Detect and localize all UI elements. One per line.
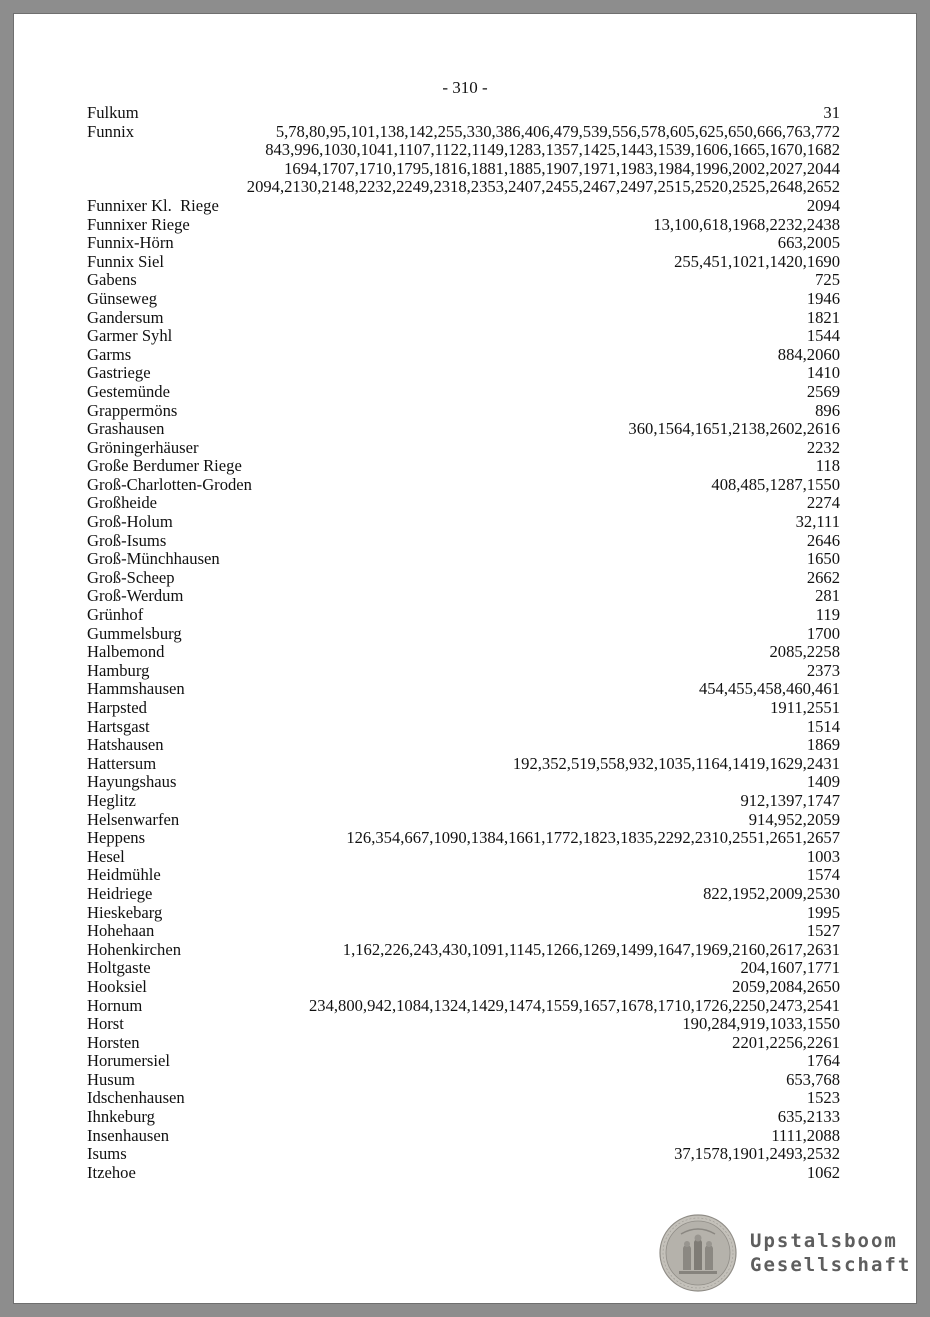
place-name: Funnixer Kl. Riege — [87, 195, 219, 215]
index-entry — [87, 550, 840, 569]
place-name: Groß-Isums — [87, 530, 167, 550]
page-references: 884,2060 — [777, 344, 840, 364]
index-entry — [87, 346, 840, 365]
page-references: 1650 — [806, 549, 840, 569]
place-name: Idschenhausen — [87, 1088, 185, 1108]
page-references: 1,162,226,243,430,1091,1145,1266,1269,1499,1647,1969,2160,2617,2631 — [342, 939, 840, 959]
index-entry — [87, 197, 840, 216]
place-name: Gröningerhäuser — [87, 437, 199, 457]
place-name: Groß-Münchhausen — [87, 549, 220, 569]
page-references: 1821 — [806, 307, 840, 327]
index-entry — [87, 866, 840, 885]
place-name: Funnix-Hörn — [87, 233, 174, 253]
place-name: Groß-Werdum — [87, 586, 184, 606]
society-seal-icon — [659, 1214, 737, 1292]
place-name: Insenhausen — [87, 1125, 170, 1145]
index-entry — [87, 439, 840, 458]
page-references: 204,1607,1771 — [740, 958, 840, 978]
index-entry — [87, 941, 840, 960]
page-number: - 310 - — [442, 78, 488, 97]
index-entry — [87, 494, 840, 513]
page-references-continuation: 2094,2130,2148,2232,2249,2318,2353,2407,2455,2467,2497,2515,2520,2525,2648,2652 — [246, 177, 840, 197]
index-entry — [87, 402, 840, 421]
index-entry — [87, 1108, 840, 1127]
page-references: 255,451,1021,1420,1690 — [674, 251, 840, 271]
place-name: Großheide — [87, 493, 158, 513]
page-references: 1409 — [806, 772, 840, 792]
index-entry — [87, 1164, 840, 1183]
place-name: Groß-Scheep — [87, 567, 175, 587]
page-references: 2373 — [806, 660, 840, 680]
index-entry — [87, 1127, 840, 1146]
index-entry — [87, 457, 840, 476]
document-page — [14, 14, 916, 1303]
page-references: 896 — [815, 400, 840, 420]
place-name: Hayungshaus — [87, 772, 177, 792]
page-references-continuation: 1694,1707,1710,1795,1816,1881,1885,1907,1971,1983,1984,1996,2002,2027,2044 — [284, 158, 840, 178]
page-references: 1003 — [806, 846, 840, 866]
index-entry — [87, 625, 840, 644]
page-references: 2274 — [806, 493, 840, 513]
page-references: 912,1397,1747 — [740, 790, 840, 810]
index-entry — [87, 383, 840, 402]
index-entry — [87, 309, 840, 328]
place-name: Hooksiel — [87, 976, 147, 996]
index-entry — [87, 587, 840, 606]
index-entry — [87, 959, 840, 978]
index-entry — [87, 271, 840, 290]
index-entry — [87, 513, 840, 532]
place-name: Groß-Charlotten-Groden — [87, 474, 252, 494]
index-entry — [87, 1089, 840, 1108]
page-references: 2094 — [806, 195, 840, 215]
page-references: 118 — [815, 456, 840, 476]
place-name: Hesel — [87, 846, 125, 866]
place-name: Große Berdumer Riege — [87, 456, 242, 476]
index-entry — [87, 1052, 840, 1071]
place-name: Garms — [87, 344, 132, 364]
index-entry — [87, 643, 840, 662]
page-references: 281 — [815, 586, 840, 606]
page-references: 234,800,942,1084,1324,1429,1474,1559,1657,1678,1710,1726,2250,2473,2541 — [309, 995, 840, 1015]
place-name: Hammshausen — [87, 679, 185, 699]
index-entry — [87, 736, 840, 755]
page-references: 13,100,618,1968,2232,2438 — [653, 214, 840, 234]
place-name: Heidriege — [87, 883, 153, 903]
page-references: 1869 — [806, 735, 840, 755]
index-entry — [87, 234, 840, 253]
index-entry — [87, 123, 840, 142]
index-entry — [87, 216, 840, 235]
page-references: 408,485,1287,1550 — [711, 474, 840, 494]
index-entry — [87, 1034, 840, 1053]
page-references: 1111,2088 — [771, 1125, 840, 1145]
index-entry — [87, 699, 840, 718]
brand-line-1: Upstalsboom — [750, 1230, 898, 1252]
place-name: Horsten — [87, 1032, 140, 1052]
place-index-list — [87, 104, 840, 1182]
place-name: Horst — [87, 1014, 124, 1034]
place-name: Isums — [87, 1144, 127, 1164]
place-name: Groß-Holum — [87, 512, 173, 532]
place-name: Günseweg — [87, 288, 158, 308]
index-entry — [87, 904, 840, 923]
page-references: 2201,2256,2261 — [732, 1032, 840, 1052]
page-references: 1544 — [806, 326, 840, 346]
page-references: 1764 — [806, 1051, 840, 1071]
index-entry — [87, 755, 840, 774]
page-references: 1410 — [806, 363, 840, 383]
index-entry — [87, 680, 840, 699]
index-entry — [87, 792, 840, 811]
page-references: 1946 — [806, 288, 840, 308]
page-references: 31 — [823, 103, 840, 122]
index-entry — [87, 532, 840, 551]
page-references: 2059,2084,2650 — [732, 976, 840, 996]
index-entry — [87, 978, 840, 997]
place-name: Fulkum — [87, 103, 139, 122]
place-name: Grappermöns — [87, 400, 178, 420]
page-references: 5,78,80,95,101,138,142,255,330,386,406,479,539,556,578,605,625,650,666,763,772 — [275, 121, 840, 141]
page-references: 2646 — [806, 530, 840, 550]
place-name: Gastriege — [87, 363, 151, 383]
page-references-continuation: 843,996,1030,1041,1107,1122,1149,1283,1357,1425,1443,1539,1606,1665,1670,1682 — [265, 140, 840, 160]
place-name: Heppens — [87, 828, 146, 848]
page-references: 119 — [815, 605, 840, 625]
place-name: Gummelsburg — [87, 623, 182, 643]
page-references: 2662 — [806, 567, 840, 587]
place-name: Itzehoe — [87, 1162, 136, 1182]
page-references: 1514 — [806, 716, 840, 736]
place-name: Grashausen — [87, 419, 165, 439]
page-references: 635,2133 — [777, 1107, 840, 1127]
place-name: Garmer Syhl — [87, 326, 173, 346]
index-entry — [87, 104, 840, 123]
place-name: Holtgaste — [87, 958, 151, 978]
page-references: 1995 — [806, 902, 840, 922]
place-name: Harpsted — [87, 698, 147, 717]
page-references: 360,1564,1651,2138,2602,2616 — [628, 419, 840, 439]
page-references: 32,111 — [795, 512, 840, 532]
place-name: Ihnkeburg — [87, 1107, 155, 1127]
page-references: 663,2005 — [777, 233, 840, 253]
index-entry — [87, 811, 840, 830]
page-references: 2085,2258 — [769, 642, 840, 662]
place-name: Gabens — [87, 270, 137, 290]
place-name: Funnix — [87, 121, 135, 141]
index-entry — [87, 1015, 840, 1034]
place-name: Funnixer Riege — [87, 214, 190, 234]
society-brand-text — [750, 1229, 911, 1277]
index-entry — [87, 848, 840, 867]
place-name: Hamburg — [87, 660, 150, 680]
page-references: 1911,2551 — [770, 698, 840, 717]
index-entry — [87, 420, 840, 439]
index-entry — [87, 662, 840, 681]
place-name: Hornum — [87, 995, 143, 1015]
page-references: 822,1952,2009,2530 — [703, 883, 840, 903]
place-name: Husum — [87, 1069, 135, 1089]
place-name: Funnix Siel — [87, 251, 164, 271]
index-entry — [87, 327, 840, 346]
index-entry — [87, 569, 840, 588]
page-references: 37,1578,1901,2493,2532 — [674, 1144, 840, 1164]
place-name: Hattersum — [87, 753, 157, 773]
place-name: Halbemond — [87, 642, 165, 662]
place-name: Hatshausen — [87, 735, 164, 755]
page-references: 2569 — [806, 381, 840, 401]
index-entry — [87, 1071, 840, 1090]
index-entry — [87, 290, 840, 309]
place-name: Hohenkirchen — [87, 939, 181, 959]
index-entry — [87, 253, 840, 272]
index-entry — [87, 922, 840, 941]
place-name: Helsenwarfen — [87, 809, 180, 829]
index-entry — [87, 364, 840, 383]
page-references: 725 — [815, 270, 840, 290]
index-entry — [87, 773, 840, 792]
index-entry — [87, 885, 840, 904]
brand-line-2: Gesellschaft — [750, 1254, 912, 1276]
place-name: Hartsgast — [87, 716, 150, 736]
page-references: 192,352,519,558,932,1035,1164,1419,1629,2431 — [512, 753, 840, 773]
index-entry — [87, 1145, 840, 1164]
index-entry — [87, 997, 840, 1016]
index-entry — [87, 718, 840, 737]
index-entry — [87, 829, 840, 848]
page-references: 653,768 — [786, 1069, 840, 1089]
page-references: 1574 — [806, 865, 840, 885]
place-name: Heglitz — [87, 790, 136, 810]
page-references: 1062 — [806, 1162, 840, 1182]
place-name: Gestemünde — [87, 381, 170, 401]
page-references: 126,354,667,1090,1384,1661,1772,1823,1835,2292,2310,2551,2651,2657 — [346, 828, 840, 848]
page-references: 914,952,2059 — [748, 809, 840, 829]
place-name: Hieskebarg — [87, 902, 163, 922]
page-references: 2232 — [806, 437, 840, 457]
page-references: 1700 — [806, 623, 840, 643]
place-name: Gandersum — [87, 307, 164, 327]
place-name: Hohehaan — [87, 921, 155, 941]
place-name: Horumersiel — [87, 1051, 170, 1071]
place-name: Heidmühle — [87, 865, 161, 885]
index-entry — [87, 606, 840, 625]
page-references: 1523 — [806, 1088, 840, 1108]
page-references: 190,284,919,1033,1550 — [682, 1014, 840, 1034]
page-references: 1527 — [806, 921, 840, 941]
page-references: 454,455,458,460,461 — [698, 679, 840, 699]
place-name: Grünhof — [87, 605, 144, 625]
index-entry — [87, 476, 840, 495]
